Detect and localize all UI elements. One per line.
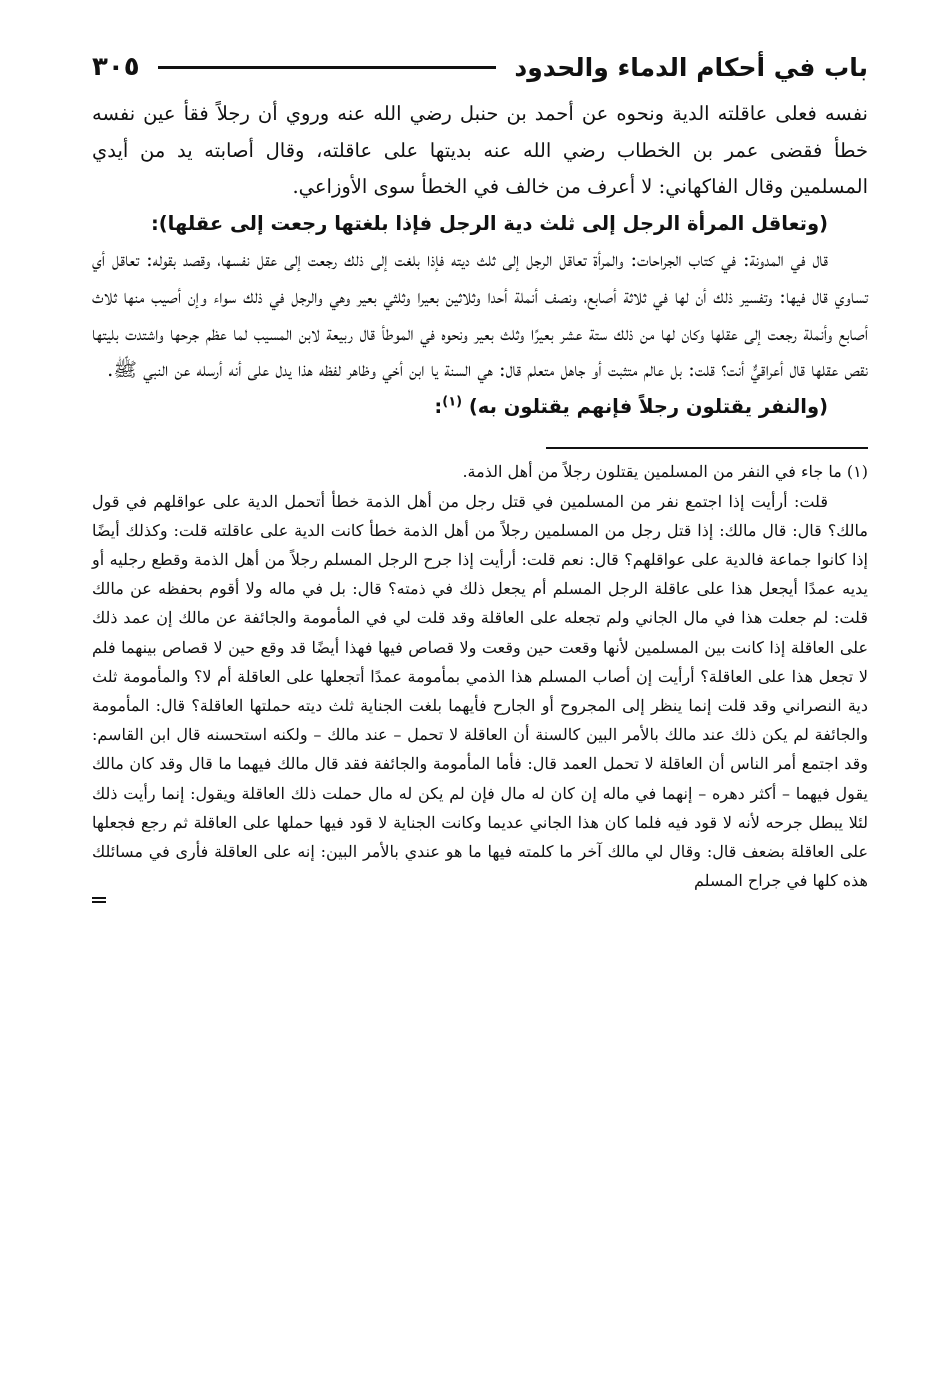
- footnote-title: (١) ما جاء في النفر من المسلمين يقتلون رجلاً من أهل الذمة.: [462, 462, 868, 482]
- chapter-title: باب في أحكام الدماء والحدود: [514, 52, 868, 82]
- section-heading: [92, 389, 868, 426]
- main-text: [92, 96, 868, 425]
- section-heading: (وتعاقل المرأة الرجل إلى ثلث دية الرجل فإذا بلغتها رجعت إلى عقلها):: [150, 211, 828, 235]
- footnote-separator: [546, 447, 868, 449]
- footnote-marker: (١): [442, 394, 463, 410]
- page-header: [92, 40, 868, 94]
- header-rule: [158, 66, 497, 69]
- footnotes: [92, 457, 868, 903]
- heading-colon: :: [434, 394, 443, 418]
- book-page: [92, 40, 868, 903]
- continuation-mark: [92, 897, 106, 903]
- footnote-body: قلت: أرأيت إذا اجتمع نفر من المسلمين في قتل رجل من أهل الذمة خطأ أتحمل الدية على عواقلهم في قول مالك؟ قال: قال مالك: إذا قتل رجل من المسلمين رجلاً من أهل الذمة خطأ كانت الدية على عاقلته قلت: وكذلك أيضًا إذا كانوا جماعة فالدية على عواقلهم؟ قال: نعم قلت: أرأيت إذا جرح الرجل المسلم رجلاً من أهل الذمة وقطع رجليه أو يديه عمدًا أيجعل هذا على عاقلة الرجل المسلم أم يجعل ذلك في ذمته؟ قال: بل في ماله ولا أقوم بحفظه عن مالك قلت: لم جعلت هذا في مال الجاني ولم تجعله على العاقلة وقد قلت لي في المأمومة والجائفة عن مالك إن عمد ذلك على العاقلة إذا كانت بين المسلمين لأنها وقعت حين وقعت ولا قصاص فيها فهذا أيضًا قد وقع حين لا قصاص بينهما فلم لا تجعل هذا على العاقلة؟ أرأيت إن أصاب المسلم هذا الذمي بمأمومة عمدًا أتجعلها على العاقلة أم لا؟ والمأمومة ثلث دية النصراني وقد قلت إنما ينظر إلى المجروح أو الجارح فأيهما بلغت الجناية ثلث ديته حملتها العاقلة؟ قال: المأمومة والجائفة لم يكن ذلك عند مالك بالأمر البين كالسنة أن العاقلة لا تحمل – عند مالك – ولكنه استحسنه قال ابن القاسم: وقد اجتمع أمر الناس أن العاقلة لا تحمل العمد قال: فأما المأمومة والجائفة فقد قال مالك فيهما ما قال وقد كان مالك يقول فيهما – أكثر دهره – إنهما في ماله إن كان له مال فإن لم يكن له مال حملت ذلك العاقلة ويقول: إنما رأيت ذلك لئلا يبطل جرحه لأنه لا قود فيه فلما كان هذا الجاني عديما وكانت الجناية لا قود فيها حملها على العاقلة ثم رجع فجعلها على العاقلة بضعف قال: وقال لي مالك آخر ما كلمته فيها ما هو عندي بالأمر البين: إنه على العاقلة فأرى في مسائلك هذه كلها في جراح المسلم: [92, 491, 869, 891]
- paragraph: قال في المدونة: في كتاب الجراحات: والمرأة تعاقل الرجل إلى ثلث ديته فإذا بلغت إلى ذلك رجعت إلى عقل نفسها، وقصد بقوله: تعاقل أي تساوي قال فيها: وتفسير ذلك أن لها في ثلاثة أصابع، ونصف أنملة أحدا وثلاثين بعيرا وثلثي بعير وهي والرجل في ذلك سواء وإن أصيب منها ثلاث أصابع وأنملة رجعت إلى عقلها وكان لها من ذلك ستة عشر بعيرًا وثلث بعير ونحوه في الموطأ قال ربيعة لابن المسيب لما عظم جرحها واشتدت بليتها نقص عقلها قال أعراقيٌّ أنت؟ قلت: بل عالم متثبت أو جاهل متعلم قال: هي السنة يا ابن أخي وظاهر لفظه هذا يدل على أنه أرسله عن النبي ﷺ.: [92, 248, 868, 382]
- heading-text: (والنفر يقتلون رجلاً فإنهم يقتلون به): [468, 394, 828, 418]
- paragraph: نفسه فعلى عاقلته الدية ونحوه عن أحمد بن حنبل رضي الله عنه وروي أن رجلاً فقأ عين نفسه خطأ فقضى عمر بن الخطاب رضي الله عنه بديتها على عاقلته، وقال أصابته يد من أيدي المسلمين وقال الفاكهاني: لا أعرف من خالف في الخطأ سوى الأوزاعي.: [92, 102, 868, 199]
- page-number: ٣٠٥: [92, 52, 140, 82]
